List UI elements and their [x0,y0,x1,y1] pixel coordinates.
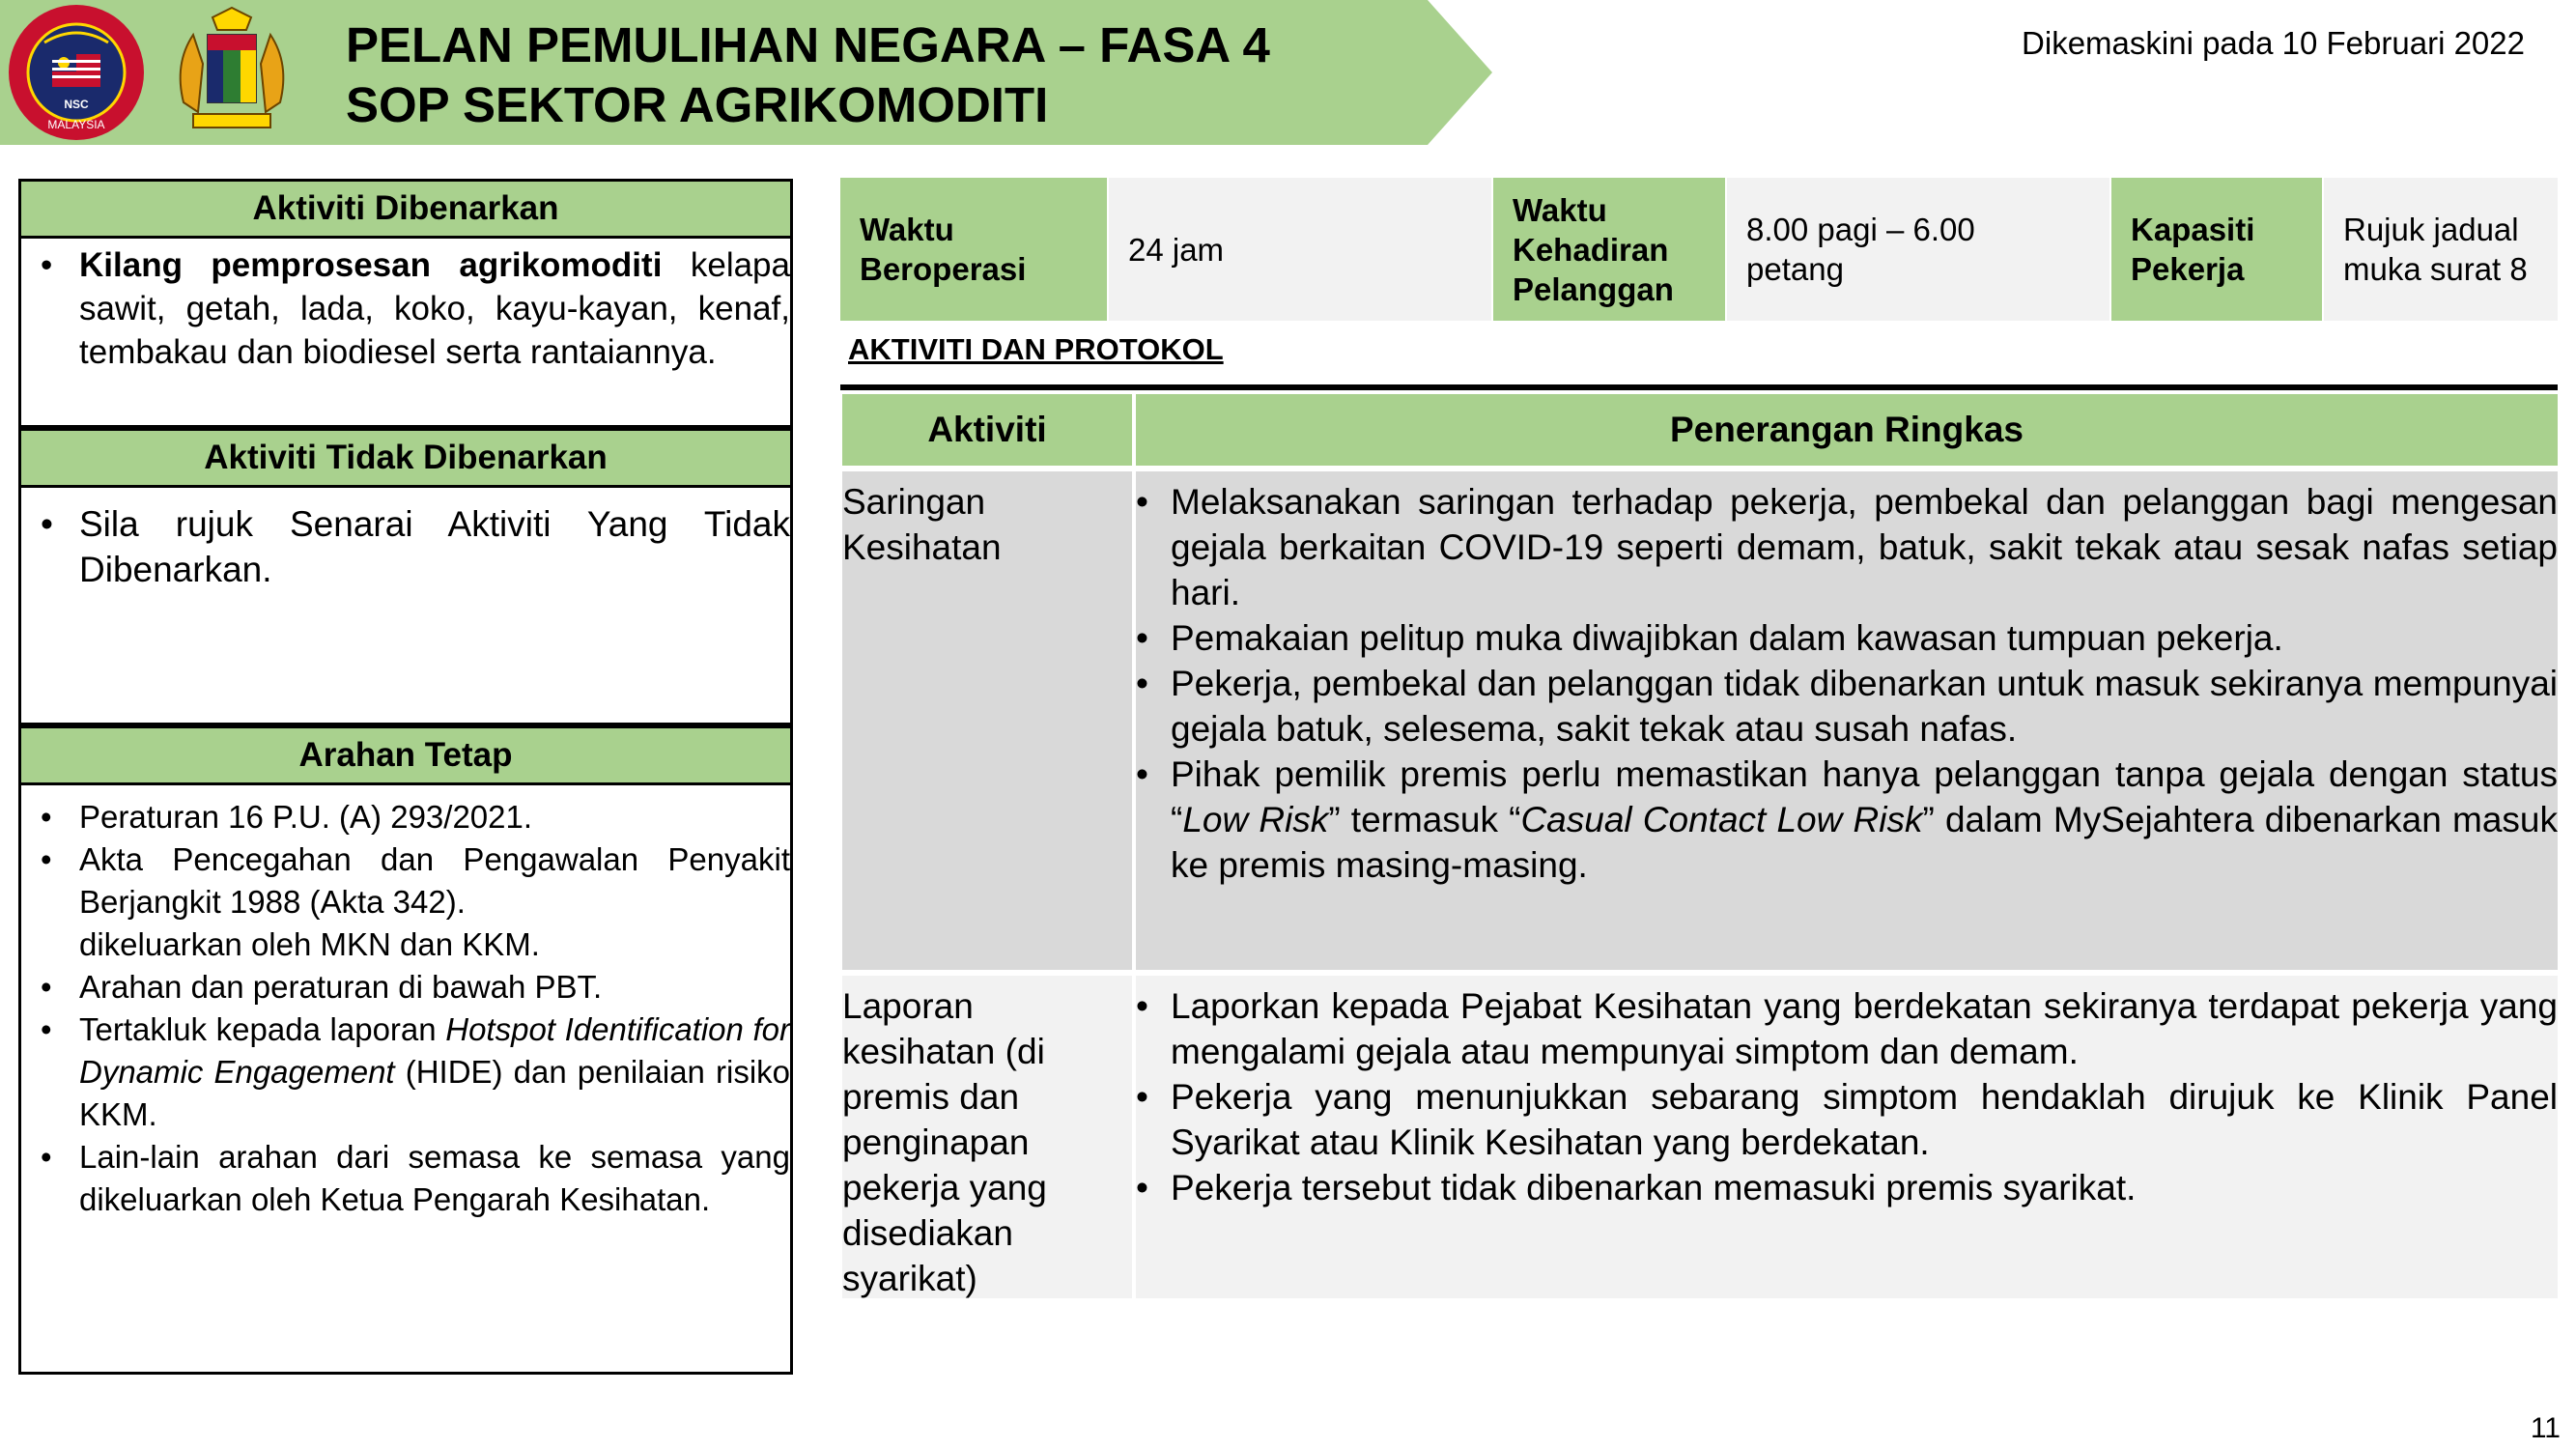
bullet4-c: ” dalam MySejahtera dibenarkan masuk ke premis masing-masing. [1171,800,2558,885]
list-item: • Pekerja yang menunjukkan sebarang simptom hendaklah dirujuk ke Klinik Panel Syarikat atau Klinik Kesihatan yang berdekatan. [1136,1074,2558,1165]
coat-of-arms-logo [155,6,309,141]
description-cell [1136,471,2558,888]
bullet4-b: ” termasuk “ [1328,800,1521,839]
list-item [21,1009,790,1136]
allowed-activities-heading: Aktiviti Dibenarkan [18,179,793,239]
updated-date: Dikemaskini pada 10 Februari 2022 [2022,25,2525,61]
allowed-activities-list [21,243,790,374]
hours-value: 24 jam [1109,178,1491,321]
hours-label: Waktu Beroperasi [840,178,1107,321]
list-item: • Arahan dan peraturan di bawah PBT. [21,966,790,1009]
list-item: • Lain-lain arahan dari semasa ke semasa yang dikeluarkan oleh Ketua Pengarah Kesihatan. [21,1136,790,1221]
nsc-logo-abbrev: NSC [64,98,89,111]
capacity-label: Kapasiti Pekerja [2111,178,2322,321]
activity-column-header: Aktiviti [842,394,1132,466]
list-item: • Melaksanakan saringan terhadap pekerja, pembekal dan pelanggan bagi mengesan gejala berkaitan COVID-19 seperti demam, batuk, sakit tekak atau sesak nafas setiap hari. [1136,479,2558,615]
activity-cell: Saringan Kesihatan [842,482,1002,567]
list-item [21,838,790,966]
list-item: • Laporkan kepada Pejabat Kesihatan yang berdekatan sekiranya terdapat pekerja yang mengalami gejala atau mempunyai simptom dan demam. [1136,983,2558,1074]
nsc-logo-country: MALAYSIA [47,118,105,131]
directive-item2: Akta Pencegahan dan Pengawalan Penyakit Berjangkit 1988 (Akta 342). [79,841,790,920]
directives-heading: Arahan Tetap [18,725,793,785]
list-item [1136,752,2558,888]
directive-item2-cont: dikeluarkan oleh MKN dan KKM. [79,926,540,962]
title-line-2: SOP SEKTOR AGRIKOMODITI [346,77,1049,132]
section-title: AKTIVITI DAN PROTOKOL [848,332,1224,366]
bullet4-a: Pihak pemilik premis perlu memastikan hanya pelanggan tanpa gejala dengan status “ [1171,754,2558,839]
directives-list [21,796,790,1221]
description-cell [1136,976,2558,1210]
list-item: • Sila rujuk Senarai Aktiviti Yang Tidak Dibenarkan. [21,501,790,592]
not-allowed-heading: Aktiviti Tidak Dibenarkan [18,428,793,488]
description-column-header: Penerangan Ringkas [1136,394,2558,466]
list-item [21,243,790,374]
list-item: • Pemakaian pelitup muka diwajibkan dalam kawasan tumpuan pekerja. [1136,615,2558,661]
list-item: • Pekerja, pembekal dan pelanggan tidak dibenarkan untuk masuk sekiranya mempunyai gejala batuk, selesema, sakit tekak atau susah nafas. [1136,661,2558,752]
capacity-value: Rujuk jadual muka surat 8 [2324,178,2558,321]
bullet4-italic-1: Low Risk [1182,800,1329,839]
list-item: • Peraturan 16 P.U. (A) 293/2021. [21,796,790,838]
directive-item4-a: Tertakluk kepada laporan [79,1011,446,1047]
title-line-1: PELAN PEMULIHAN NEGARA – FASA 4 [346,17,1270,72]
directive-item4-b: (HIDE) dan penilaian risiko KKM. [79,1054,791,1132]
not-allowed-list [21,501,790,592]
page-number: 11 [2530,1412,2561,1444]
allowed-item-bold: Kilang pemprosesan agrikomoditi [79,246,663,284]
allowed-item-rest: kelapa sawit, getah, lada, koko, kayu-kayan, kenaf, tembakau dan biodiesel serta rantaiannya. [79,246,790,371]
customer-hours-label: Waktu Kehadiran Pelanggan [1493,178,1725,321]
customer-hours-value: 8.00 pagi – 6.00 petang [1727,178,2109,321]
page-title [346,15,1270,135]
activity-cell: Laporan kesihatan (di premis dan penginapan pekerja yang disediakan syarikat) [842,986,1047,1298]
divider [840,384,2558,390]
nsc-logo [4,4,149,141]
list-item: • Pekerja tersebut tidak dibenarkan memasuki premis syarikat. [1136,1165,2558,1210]
bullet4-italic-2: Casual Contact Low Risk [1520,800,1923,839]
directive-item4-italic: Hotspot Identification for Dynamic Engagement [79,1011,790,1090]
